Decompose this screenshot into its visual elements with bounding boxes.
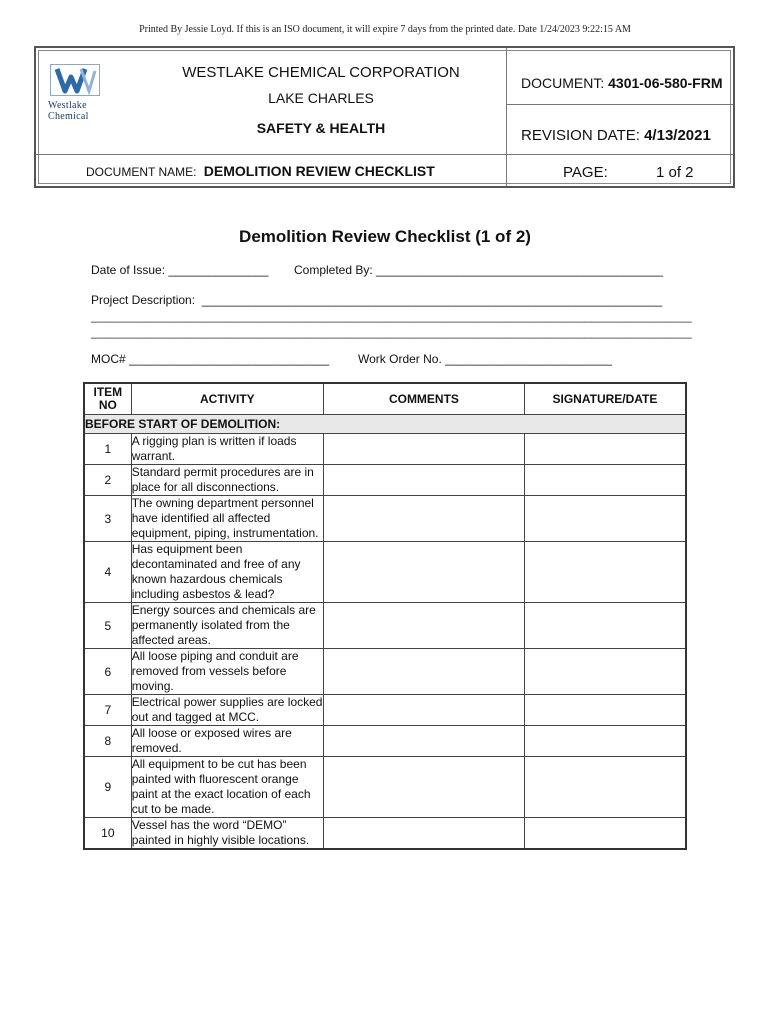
table-row	[84, 649, 686, 695]
item-number: 2	[84, 465, 131, 496]
comments-cell[interactable]	[324, 649, 525, 695]
document-name-value: DEMOLITION REVIEW CHECKLIST	[203, 163, 435, 179]
section-row	[84, 415, 686, 434]
document-number-value: 4301-06-580-FRM	[608, 75, 723, 91]
work-order-field[interactable]: Work Order No. _________________________	[358, 352, 612, 366]
comments-cell[interactable]	[324, 542, 525, 603]
section-heading: BEFORE START OF DEMOLITION:	[84, 415, 686, 434]
signature-cell[interactable]	[524, 434, 686, 465]
page-value: 1 of 2	[656, 164, 694, 181]
table-row	[84, 465, 686, 496]
header-comments: COMMENTS	[324, 383, 525, 415]
table-row	[84, 695, 686, 726]
comments-cell[interactable]	[324, 726, 525, 757]
document-number-label: DOCUMENT:	[521, 75, 605, 91]
header-item-no	[84, 383, 131, 415]
project-description-line-3[interactable]: __________________________________________________________________________________________	[91, 325, 692, 339]
signature-cell[interactable]	[524, 649, 686, 695]
project-description-field[interactable]: Project Description: _____________________________________________________________________	[91, 293, 663, 307]
moc-field[interactable]: MOC# ______________________________	[91, 352, 330, 366]
signature-cell[interactable]	[524, 496, 686, 542]
header-item-no-line2: NO	[98, 398, 117, 412]
signature-cell[interactable]	[524, 542, 686, 603]
item-number: 4	[84, 542, 131, 603]
comments-cell[interactable]	[324, 496, 525, 542]
page-title: Demolition Review Checklist (1 of 2)	[239, 227, 531, 246]
document-number	[521, 75, 723, 91]
table-row	[84, 726, 686, 757]
table-row	[84, 434, 686, 465]
activity-text: The owning department personnel have identified all affected equipment, piping, instrumentation.	[131, 496, 323, 542]
revision-date-label: REVISION DATE:	[521, 127, 640, 144]
table-row	[84, 496, 686, 542]
header-divider-vertical	[506, 48, 507, 186]
item-number: 7	[84, 695, 131, 726]
signature-cell[interactable]	[524, 726, 686, 757]
revision-date	[521, 127, 711, 144]
activity-text: All loose or exposed wires are removed.	[131, 726, 323, 757]
table-row	[84, 757, 686, 818]
header-item-no-line1: ITEM	[93, 385, 123, 399]
document-header	[34, 46, 735, 188]
item-number: 1	[84, 434, 131, 465]
department: SAFETY & HEALTH	[256, 120, 386, 136]
item-number: 3	[84, 496, 131, 542]
signature-cell[interactable]	[524, 818, 686, 850]
document-name-label: DOCUMENT NAME:	[86, 165, 197, 179]
completed-by-field[interactable]: Completed By: ___________________________________________	[294, 263, 664, 277]
signature-cell[interactable]	[524, 465, 686, 496]
item-number: 10	[84, 818, 131, 850]
activity-text: Electrical power supplies are locked out and tagged at MCC.	[131, 695, 323, 724]
header-activity: ACTIVITY	[131, 383, 323, 415]
revision-date-value: 4/13/2021	[644, 127, 711, 144]
document-name	[86, 163, 435, 179]
item-number: 8	[84, 726, 131, 757]
comments-cell[interactable]	[324, 603, 525, 649]
comments-cell[interactable]	[324, 434, 525, 465]
date-of-issue-field[interactable]: Date of Issue: _______________	[91, 263, 269, 277]
company-name: WESTLAKE CHEMICAL CORPORATION	[182, 64, 460, 81]
project-description-line-2[interactable]: __________________________________________________________________________________________	[91, 309, 692, 323]
logo-text-chemical: Chemical	[48, 111, 89, 122]
signature-cell[interactable]	[524, 695, 686, 726]
table-row	[84, 818, 686, 850]
signature-cell[interactable]	[524, 757, 686, 818]
comments-cell[interactable]	[324, 465, 525, 496]
signature-cell[interactable]	[524, 603, 686, 649]
comments-cell[interactable]	[324, 818, 525, 850]
company-location: LAKE CHARLES	[268, 90, 374, 106]
activity-text: Energy sources and chemicals are permanently isolated from the affected areas.	[131, 603, 323, 649]
comments-cell[interactable]	[324, 757, 525, 818]
activity-text: All loose piping and conduit are removed from vessels before moving.	[131, 649, 323, 695]
activity-text: Has equipment been decontaminated and free of any known hazardous chemicals including asbestos & lead?	[131, 542, 323, 603]
item-number: 9	[84, 757, 131, 818]
activity-text: A rigging plan is written if loads warrant.	[131, 434, 323, 465]
item-number: 6	[84, 649, 131, 695]
table-header-row	[84, 383, 686, 415]
westlake-logo	[48, 64, 100, 124]
item-number: 5	[84, 603, 131, 649]
activity-text: All equipment to be cut has been painted with fluorescent orange paint at the exact location of each cut to be made.	[131, 757, 323, 818]
checklist-table	[83, 382, 687, 850]
page-label: PAGE:	[563, 164, 608, 181]
table-row	[84, 603, 686, 649]
table-row	[84, 542, 686, 603]
westlake-logo-icon	[50, 64, 100, 96]
comments-cell[interactable]	[324, 695, 525, 726]
header-divider-right	[506, 104, 733, 105]
activity-text: Vessel has the word “DEMO” painted in highly visible locations.	[131, 818, 323, 850]
header-signature-date: SIGNATURE/DATE	[524, 383, 686, 415]
print-notice: Printed By Jessie Loyd. If this is an ISO document, it will expire 7 days from the printed date. Date 1/24/2023 9:22:15 AM	[139, 24, 631, 35]
activity-text: Standard permit procedures are in place for all disconnections.	[131, 465, 323, 496]
header-divider-horizontal	[36, 154, 733, 155]
logo-text-westlake: Westlake	[48, 100, 87, 111]
